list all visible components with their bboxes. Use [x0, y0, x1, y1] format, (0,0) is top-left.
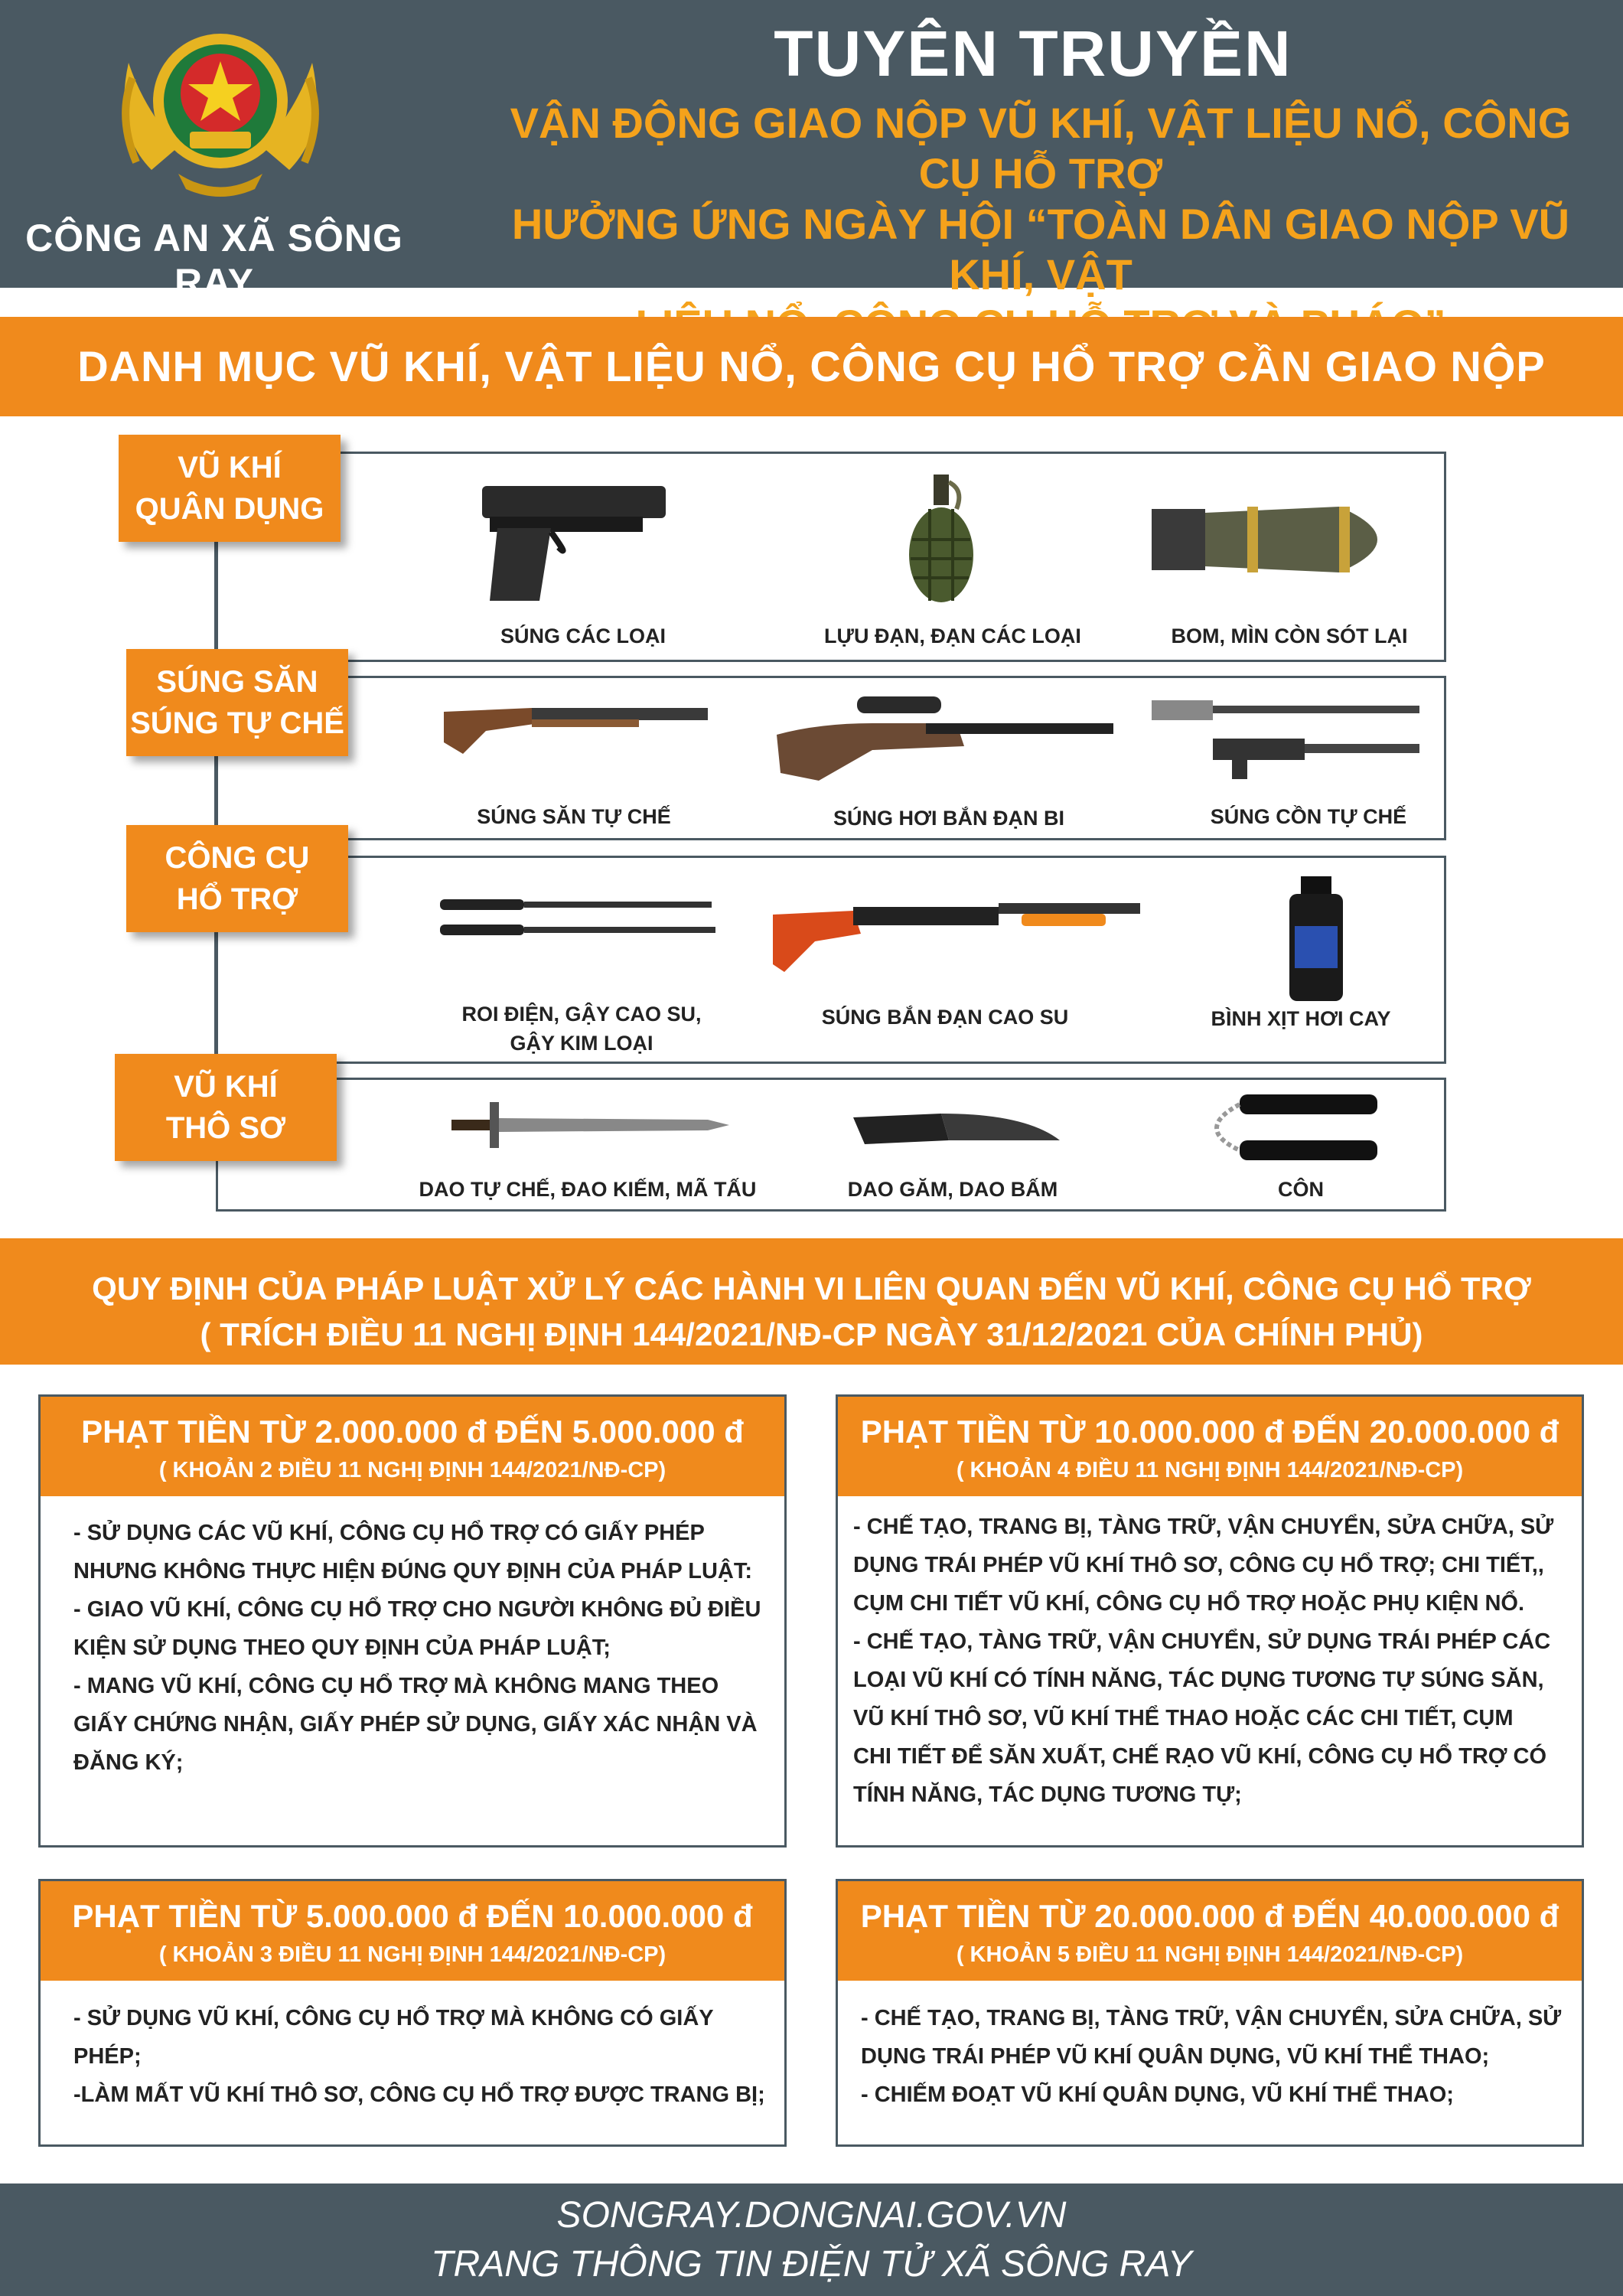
penalty-line: LOẠI VŨ KHÍ CÓ TÍNH NĂNG, TÁC DỤNG TƯƠNG TỰ SÚNG SĂN, [853, 1668, 1544, 1692]
caption-line: ROI ĐIỆN, GẬY CAO SU, [461, 1003, 702, 1026]
category-label: HỔ TRỢ [176, 882, 298, 916]
penalty-header [41, 1397, 784, 1496]
penalty-line: - GIAO VŨ KHÍ, CÔNG CỤ HỔ TRỢ CHO NGƯỜI KHÔNG ĐỦ ĐIỀU [73, 1597, 761, 1622]
penalty-reference: ( KHOẢN 3 ĐIỀU 11 NGHỊ ĐỊNH 144/2021/NĐ-CP) [158, 1942, 666, 1967]
category-label: QUÂN DỤNG [135, 492, 324, 526]
sword-icon [448, 1098, 731, 1152]
law-heading: QUY ĐỊNH CỦA PHÁP LUẬT XỬ LÝ CÁC HÀNH VI LIÊN QUAN ĐẾN VŨ KHÍ, CÔNG CỤ HỔ TRỢ [92, 1270, 1531, 1306]
penalty-text [73, 1999, 793, 2114]
category-label: VŨ KHÍ [178, 451, 282, 484]
penalty-header [838, 1881, 1582, 1981]
penalty-line: - SỬ DỤNG CÁC VŨ KHÍ, CÔNG CỤ HỔ TRỢ CÓ GIẤY PHÉP [73, 1521, 705, 1545]
item-caption: SÚNG CỒN TỰ CHẾ [1210, 805, 1407, 828]
penalty-reference: ( KHOẢN 2 ĐIỀU 11 NGHỊ ĐỊNH 144/2021/NĐ-CP) [158, 1458, 666, 1482]
category-tag-primitive [115, 1054, 337, 1161]
shotgun-icon [769, 888, 1144, 980]
knife-icon [849, 1102, 1064, 1156]
penalty-amount: PHẠT TIỀN TỪ 20.000.000 đ ĐẾN 40.000.000 đ [860, 1898, 1559, 1934]
penalty-amount: PHẠT TIỀN TỪ 10.000.000 đ ĐẾN 20.000.000 đ [860, 1414, 1559, 1450]
category-tag-hunting [126, 649, 348, 756]
penalty-text [73, 1514, 793, 1782]
penalty-amount: PHẠT TIỀN TỪ 2.000.000 đ ĐẾN 5.000.000 đ [81, 1414, 744, 1450]
penalty-line: -LÀM MẤT VŨ KHÍ THÔ SƠ, CÔNG CỤ HỔ TRỢ ĐƯỢC TRANG BỊ; [73, 2082, 765, 2107]
item-caption: SÚNG BẮN ĐẠN CAO SU [821, 1006, 1069, 1029]
category-label: THÔ SƠ [165, 1111, 286, 1145]
item-caption: SÚNG CÁC LOẠI [500, 625, 666, 647]
homemade-gun-icon [1148, 696, 1423, 781]
item-caption: BOM, MÌN CÒN SÓT LẠI [1171, 625, 1408, 647]
page-subtitle [490, 98, 1592, 351]
subtitle-line: HƯỞNG ỨNG NGÀY HỘI “TOÀN DÂN GIAO NỘP VŨ KHÍ, VẬT [511, 200, 1570, 298]
grenade-icon [903, 467, 979, 608]
subtitle-line: VẬN ĐỘNG GIAO NỘP VŨ KHÍ, VẬT LIỆU NỔ, CÔNG CỤ HỖ TRỢ [510, 99, 1572, 197]
category-label: SÚNG SĂN [156, 665, 318, 699]
air-rifle-icon [773, 689, 1117, 788]
pepper-spray-icon [1278, 872, 1354, 1003]
penalty-line: DỤNG TRÁI PHÉP VŨ KHÍ QUÂN DỤNG, VŨ KHÍ THỂ THAO; [861, 2044, 1490, 2069]
penalty-line: - CHIẾM ĐOẠT VŨ KHÍ QUÂN DỤNG, VŨ KHÍ THỂ THAO; [861, 2082, 1454, 2107]
header-bar [0, 0, 1623, 304]
catalog-heading: DANH MỤC VŨ KHÍ, VẬT LIỆU NỔ, CÔNG CỤ HỔ TRỢ CẦN GIAO NỘP [77, 342, 1546, 390]
penalty-line: NHƯNG KHÔNG THỰC HIỆN ĐÚNG QUY ĐỊNH CỦA PHÁP LUẬT: [73, 1559, 752, 1583]
item-caption: DAO TỰ CHẾ, ĐAO KIẾM, MÃ TẤU [419, 1178, 757, 1201]
caption-line: GẬY KIM LOẠI [510, 1032, 653, 1055]
penalty-line: TÍNH NĂNG, TÁC DỤNG TƯƠNG TỰ; [853, 1782, 1242, 1807]
category-tag-military [119, 435, 341, 542]
penalty-reference: ( KHOẢN 4 ĐIỀU 11 NGHỊ ĐỊNH 144/2021/NĐ-CP) [956, 1458, 1464, 1482]
catalog-heading-band [0, 317, 1623, 416]
penalty-text [853, 1508, 1576, 1814]
bomb-icon [1148, 497, 1423, 582]
category-tag-support-tools [126, 825, 348, 932]
footer-site-name: TRANG THÔNG TIN ĐIỆN TỬ XÃ SÔNG RAY [431, 2244, 1192, 2285]
penalty-line: - CHẾ TẠO, TRANG BỊ, TÀNG TRỮ, VẬN CHUYỂN, SỬA CHỮA, SỬ [861, 2006, 1562, 2030]
org-name: CÔNG AN XÃ SÔNG RAY [25, 217, 403, 304]
nunchaku-icon [1186, 1091, 1393, 1167]
penalty-line: CHI TIẾT ĐỂ SĂN XUẤT, CHẾ RẠO VŨ KHÍ, CÔNG CỤ HỔ TRỢ CÓ [853, 1744, 1547, 1769]
law-heading-reference: ( TRÍCH ĐIỀU 11 NGHỊ ĐỊNH 144/2021/NĐ-CP NGÀY 31/12/2021 CỦA CHÍNH PHỦ) [200, 1316, 1423, 1352]
category-label: CÔNG CỤ [165, 841, 310, 875]
penalty-line: - SỬ DỤNG VŨ KHÍ, CÔNG CỤ HỔ TRỢ MÀ KHÔNG CÓ GIẤY [73, 2006, 714, 2030]
item-caption: LỰU ĐẠN, ĐẠN CÁC LOẠI [824, 625, 1081, 647]
penalty-reference: ( KHOẢN 5 ĐIỀU 11 NGHỊ ĐỊNH 144/2021/NĐ-CP) [956, 1942, 1464, 1967]
footer-website: SONGRAY.DONGNAI.GOV.VN [556, 2195, 1067, 2236]
item-caption: SÚNG SĂN TỰ CHẾ [477, 805, 671, 828]
penalty-line: DỤNG TRÁI PHÉP VŨ KHÍ THÔ SƠ, CÔNG CỤ HỔ TRỢ; CHI TIẾT,, [853, 1553, 1544, 1577]
police-emblem-icon [106, 17, 335, 201]
category-label: SÚNG TỰ CHẾ [130, 706, 344, 740]
penalty-line: KIỆN SỬ DỤNG THEO QUY ĐỊNH CỦA PHÁP LUẬT; [73, 1636, 611, 1660]
hunting-rifle-icon [440, 689, 715, 762]
item-caption: CÔN [1278, 1178, 1324, 1201]
law-heading-band [0, 1238, 1623, 1365]
penalty-line: - MANG VŨ KHÍ, CÔNG CỤ HỔ TRỢ MÀ KHÔNG MANG THEO [73, 1674, 719, 1698]
penalty-line: CỤM CHI TIẾT VŨ KHÍ, CÔNG CỤ HỔ TRỢ HOẶC PHỤ KIỆN NỔ. [853, 1591, 1525, 1616]
item-caption: SÚNG HƠI BẮN ĐẠN BI [833, 807, 1065, 830]
category-label: VŨ KHÍ [174, 1070, 278, 1104]
baton-icon [436, 895, 719, 941]
footer-bar [0, 2183, 1623, 2296]
item-caption [383, 1000, 781, 1058]
item-caption: BÌNH XỊT HƠI CAY [1211, 1007, 1391, 1030]
penalty-amount: PHẠT TIỀN TỪ 5.000.000 đ ĐẾN 10.000.000 đ [72, 1898, 753, 1934]
penalty-line: - CHẾ TẠO, TRANG BỊ, TÀNG TRỮ, VẬN CHUYỂN, SỬA CHỮA, SỬ [853, 1515, 1554, 1539]
penalty-line: GIẤY CHỨNG NHẬN, GIẤY PHÉP SỬ DỤNG, GIẤY XÁC NHẬN VÀ [73, 1712, 758, 1737]
item-caption: DAO GĂM, DAO BẤM [847, 1178, 1058, 1201]
penalty-line: PHÉP; [73, 2044, 142, 2069]
penalty-line: ĐĂNG KÝ; [73, 1750, 184, 1775]
penalty-line: - CHẾ TẠO, TÀNG TRỮ, VẬN CHUYỂN, SỬ DỤNG TRÁI PHÉP CÁC [853, 1629, 1551, 1654]
page-title: TUYÊN TRUYỀN [774, 18, 1292, 90]
penalty-header [838, 1397, 1582, 1496]
penalty-header [41, 1881, 784, 1981]
pistol-icon [467, 475, 673, 605]
penalty-text [861, 1999, 1572, 2114]
penalty-line: VŨ KHÍ THÔ SƠ, VŨ KHÍ THỂ THAO HOẶC CÁC CHI TIẾT, CỤM [853, 1706, 1514, 1730]
